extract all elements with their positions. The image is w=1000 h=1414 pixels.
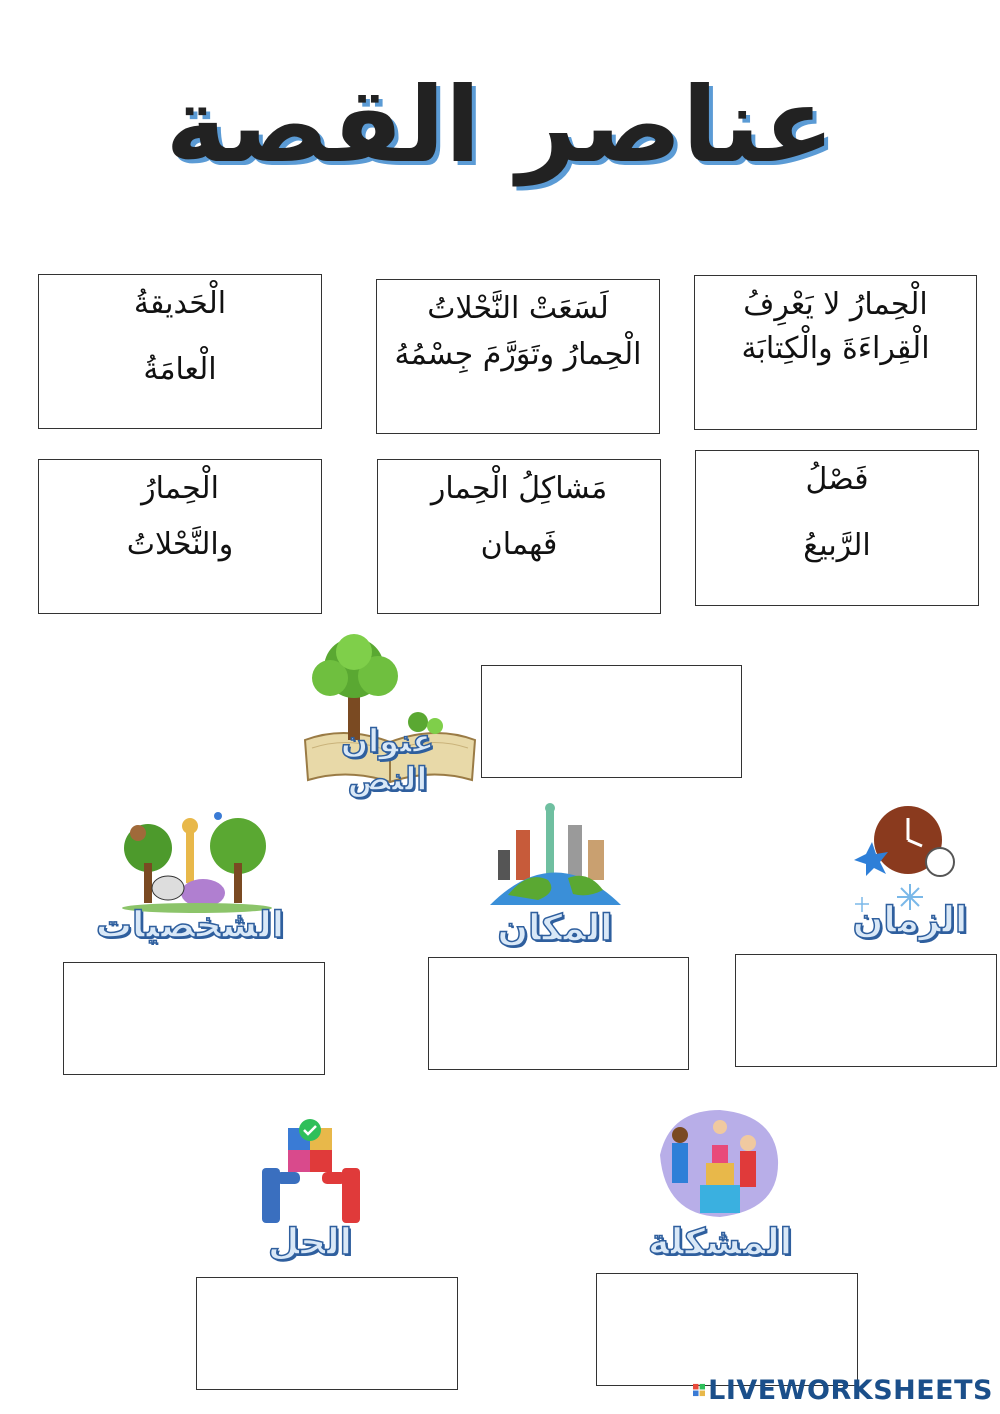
card-line-1: الْحِمارُ <box>141 471 219 506</box>
card-line-2: والنَّحْلاتُ <box>126 527 234 562</box>
liveworksheets-logo <box>693 1375 993 1405</box>
card-line-1: لَسَعَتْ النَّحْلاتُ <box>427 291 609 326</box>
clock-snowflake-icon <box>840 802 965 912</box>
card-line-1: مَشاكِلُ الْحِمار <box>430 471 608 506</box>
liveworksheets-mark-icon <box>693 1379 705 1401</box>
card-line-2: الرَّبيعُ <box>803 528 871 563</box>
label-place: المكان <box>497 908 613 949</box>
puzzle-solution-icon <box>258 1118 364 1226</box>
answer-box-solution[interactable] <box>196 1277 458 1390</box>
card-public-garden[interactable] <box>38 274 322 429</box>
card-line-2: الْعامَةُ <box>143 352 217 387</box>
label-characters: الشخصيات <box>95 905 285 946</box>
animals-icon <box>118 808 276 913</box>
card-line-2: فَهمان <box>480 527 558 562</box>
label-solution: الحل <box>268 1222 352 1263</box>
label-title-of-text: عنوان النص <box>340 722 435 798</box>
card-line-1: فَصْلُ <box>805 462 869 497</box>
page-title: عناصر القصة <box>165 64 835 186</box>
label-problem: المشكلة <box>647 1222 793 1263</box>
card-donkey-bees[interactable] <box>38 459 322 614</box>
card-bees-sting[interactable] <box>376 279 660 434</box>
answer-box-problem[interactable] <box>596 1273 858 1386</box>
card-no-reading[interactable] <box>694 275 977 430</box>
answer-box-characters[interactable] <box>63 962 325 1075</box>
card-donkey-problems[interactable] <box>377 459 661 614</box>
card-line-2: الْحِمارُ وتَوَرَّمَ جِسْمُهُ <box>394 337 642 372</box>
brand-text: LIVEWORKSHEETS <box>708 1374 993 1406</box>
answer-box-place[interactable] <box>428 957 689 1070</box>
card-spring[interactable] <box>695 450 979 606</box>
answer-box-time[interactable] <box>735 954 997 1067</box>
kids-blocks-icon <box>650 1105 785 1223</box>
globe-landmarks-icon <box>488 800 623 908</box>
label-time: الزمان <box>852 900 968 941</box>
card-line-1: الْحَديقةُ <box>133 286 227 321</box>
card-line-1: الْحِمارُ لا يَعْرِفُ <box>743 287 928 322</box>
answer-box-title[interactable] <box>481 665 742 778</box>
card-line-2: الْقِراءَةَ والْكِتابَة <box>741 331 930 366</box>
